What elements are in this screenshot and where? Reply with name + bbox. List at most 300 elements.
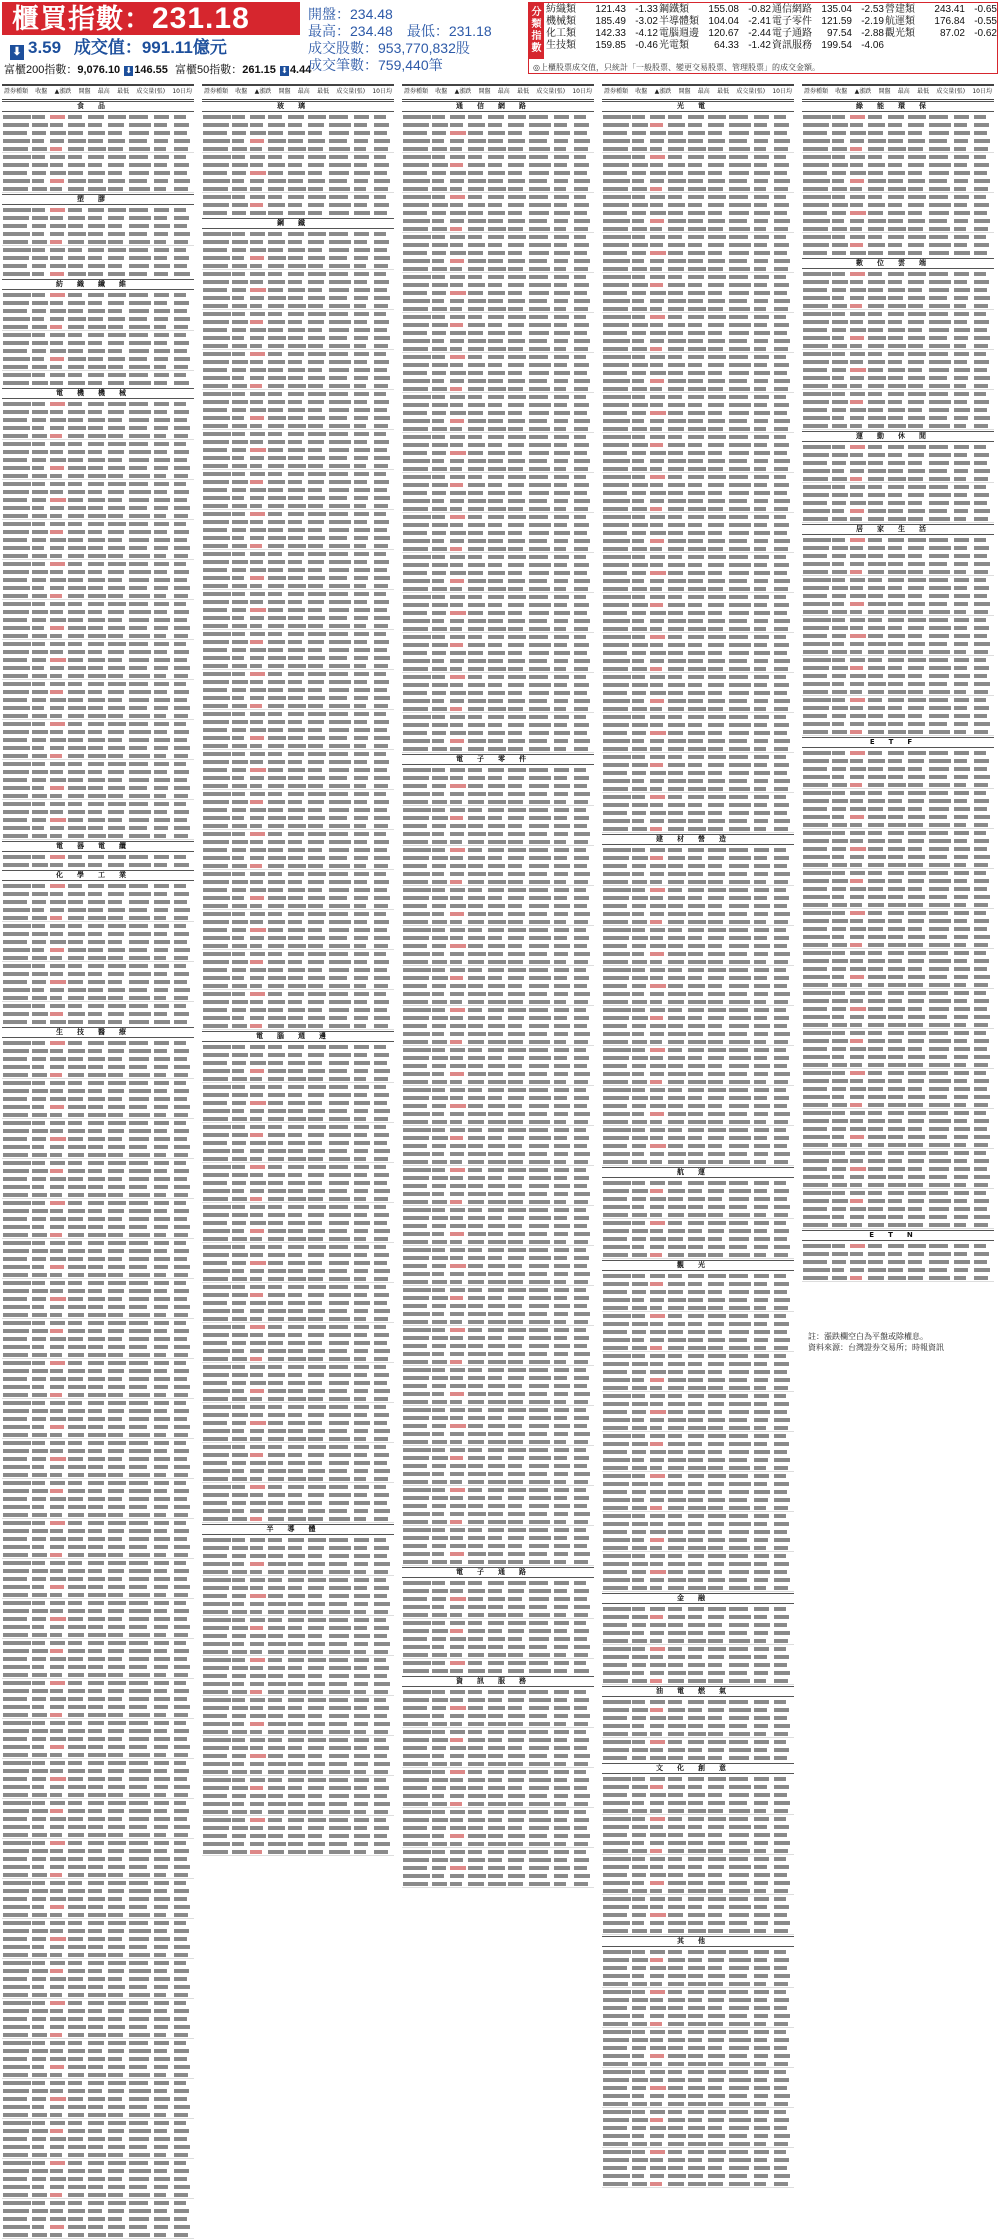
- stock-cell: [129, 1857, 149, 1861]
- stock-cell: [203, 1237, 228, 1241]
- stock-cell: [32, 570, 48, 574]
- category-cell: [885, 16, 998, 28]
- row-divider: [202, 390, 394, 391]
- stock-cell: [129, 1729, 151, 1733]
- stock-cell: [308, 1698, 326, 1702]
- stock-cell: [68, 682, 82, 686]
- column-header: [202, 84, 394, 100]
- stock-cell: [288, 992, 304, 996]
- stock-cell: [68, 802, 82, 806]
- stock-cell: [232, 1149, 244, 1153]
- stock-row: [2, 594, 194, 600]
- stock-cell: [329, 1325, 348, 1329]
- stock-cell: [329, 1405, 348, 1409]
- stock-cell: [288, 600, 302, 604]
- stock-cell: [32, 1737, 46, 1741]
- stock-cell: [129, 634, 150, 638]
- stock-cell: [68, 1153, 84, 1157]
- stock-cell: [232, 328, 246, 332]
- stock-cell: [50, 1257, 66, 1261]
- stock-cell: [108, 810, 124, 814]
- stock-cell: [174, 2033, 188, 2037]
- stock-cell: [203, 328, 227, 332]
- stock-cell: [68, 1497, 83, 1501]
- stock-cell: [203, 696, 230, 700]
- stock-cell: [354, 696, 368, 700]
- stock-cell: [68, 2217, 83, 2221]
- stock-cell: [329, 968, 349, 972]
- stock-row: [3, 2009, 189, 2013]
- stock-row: [203, 640, 389, 644]
- stock-row: [3, 2185, 190, 2189]
- stock-cell: [329, 1786, 351, 1790]
- stock-cell: [154, 1129, 167, 1133]
- stock-cell: [232, 800, 248, 804]
- stock-cell: [174, 466, 190, 470]
- stock-cell: [88, 522, 104, 526]
- stock-cell: [108, 1561, 126, 1565]
- stock-cell: [154, 333, 169, 337]
- row-divider: [402, 153, 594, 154]
- category-value: 120.67: [703, 28, 739, 40]
- stock-cell: [354, 952, 369, 956]
- stock-cell: [154, 514, 166, 518]
- sub-index-2-change: 4.44: [290, 64, 311, 76]
- stock-cell: [32, 1777, 46, 1781]
- stock-cell: [154, 1121, 169, 1125]
- stock-cell: [32, 2233, 47, 2237]
- stock-cell: [308, 728, 322, 732]
- row-divider: [202, 950, 394, 951]
- stock-cell: [308, 592, 326, 596]
- down-arrow-icon: ⬇: [124, 66, 133, 76]
- stock-cell: [108, 1577, 122, 1581]
- stock-row: [3, 2017, 187, 2021]
- stock-cell: [174, 1529, 189, 1533]
- stock-cell: [288, 1802, 303, 1806]
- stock-row: [202, 147, 394, 153]
- stock-cell: [174, 1353, 188, 1357]
- stock-row: [3, 826, 190, 830]
- stock-cell: [232, 624, 247, 628]
- stock-cell: [129, 1697, 149, 1701]
- stock-cell: [308, 1634, 322, 1638]
- stock-row: [2, 1433, 194, 1439]
- stock-cell: [88, 1921, 104, 1925]
- stock-cell: [203, 1349, 230, 1353]
- stock-cell: [68, 1433, 84, 1437]
- stock-cell: [250, 544, 262, 548]
- stock-cell: [354, 1008, 370, 1012]
- stock-cell: [288, 1069, 303, 1073]
- stock-cell: [288, 1405, 304, 1409]
- stock-cell: [288, 1341, 305, 1345]
- stock-cell: [108, 1953, 123, 1957]
- stock-cell: [354, 344, 366, 348]
- stock-cell: [354, 304, 366, 308]
- stock-cell: [268, 592, 282, 596]
- stock-cell: [268, 1389, 286, 1393]
- stock-cell: [68, 1057, 83, 1061]
- stock-cell: [108, 2073, 123, 2077]
- stock-cell: [268, 1101, 283, 1105]
- stock-cell: [232, 592, 245, 596]
- stock-cell: [88, 1761, 104, 1765]
- stock-rows-block: [202, 1536, 394, 1856]
- stock-cell: [68, 1377, 83, 1381]
- stock-cell: [108, 1665, 125, 1669]
- stock-cell: [50, 1737, 66, 1741]
- stock-cell: [129, 1089, 151, 1093]
- stock-row: [202, 504, 394, 510]
- stock-cell: [108, 1721, 126, 1725]
- stock-row: [3, 1657, 187, 1661]
- column-header-ma: 10日均: [572, 89, 592, 96]
- stock-cell: [354, 888, 370, 892]
- stock-cell: [354, 560, 367, 564]
- stock-cell: [129, 786, 147, 790]
- stock-cell: [488, 115, 504, 119]
- stock-cell: [108, 1337, 122, 1341]
- stock-cell: [88, 1905, 103, 1909]
- stock-row: [3, 810, 189, 814]
- stock-cell: [308, 816, 325, 820]
- stock-cell: [68, 996, 84, 1000]
- stock-cell: [250, 1690, 262, 1694]
- stock-cell: [108, 1889, 124, 1893]
- stock-cell: [288, 320, 302, 324]
- stock-cell: [154, 1625, 168, 1629]
- stock-cell: [268, 1658, 282, 1662]
- stock-cell: [50, 1457, 66, 1461]
- stock-cell: [232, 848, 246, 852]
- stock-cell: [354, 432, 369, 436]
- stock-cell: [50, 2121, 65, 2125]
- stock-cell: [68, 1289, 85, 1293]
- stock-row: [3, 163, 189, 167]
- turnover-value: 991.11億元: [142, 38, 227, 57]
- stock-cell: [3, 2137, 27, 2141]
- stock-cell: [308, 744, 323, 748]
- stock-cell: [374, 1786, 389, 1790]
- stock-cell: [554, 155, 569, 159]
- stock-cell: [50, 1649, 63, 1653]
- stock-cell: [3, 1105, 30, 1109]
- stock-cell: [32, 2049, 48, 2053]
- stock-row: [3, 1721, 186, 1725]
- stock-cell: [354, 664, 366, 668]
- stock-cell: [329, 1818, 348, 1822]
- stock-cell: [288, 171, 305, 175]
- stock-cell: [154, 2057, 170, 2061]
- stock-cell: [108, 1753, 123, 1757]
- stock-cell: [250, 1069, 264, 1073]
- stock-cell: [450, 139, 464, 143]
- stock-cell: [50, 1497, 66, 1501]
- stock-row: [203, 600, 389, 604]
- stock-cell: [232, 568, 246, 572]
- stock-cell: [288, 1658, 304, 1662]
- stock-cell: [203, 544, 228, 548]
- stock-cell: [108, 634, 123, 638]
- stock-cell: [174, 163, 189, 167]
- stock-cell: [108, 458, 122, 462]
- stock-cell: [268, 1754, 283, 1758]
- stock-cell: [268, 155, 282, 159]
- stock-cell: [108, 1481, 126, 1485]
- stock-cell: [50, 658, 66, 662]
- stock-cell: [203, 512, 231, 516]
- stock-cell: [488, 123, 502, 127]
- stock-cell: [374, 1397, 388, 1401]
- stock-cell: [308, 1117, 323, 1121]
- stock-cell: [129, 458, 149, 462]
- stock-cell: [288, 1714, 305, 1718]
- stock-cell: [374, 808, 387, 812]
- stock-cell: [3, 1361, 31, 1365]
- stock-cell: [154, 924, 169, 928]
- stock-cell: [288, 760, 302, 764]
- stock-cell: [154, 1089, 167, 1093]
- stock-cell: [250, 272, 265, 276]
- stock-cell: [232, 440, 248, 444]
- stock-cell: [32, 373, 45, 377]
- stock-cell: [250, 592, 265, 596]
- stock-cell: [154, 2233, 166, 2237]
- stock-cell: [3, 1817, 27, 1821]
- stock-cell: [88, 309, 105, 313]
- stock-cell: [268, 832, 282, 836]
- stock-cell: [203, 408, 227, 412]
- stock-row: [3, 1641, 186, 1645]
- stock-cell: [174, 1089, 189, 1093]
- column-header-volume: 成交量(張): [136, 89, 165, 96]
- stock-cell: [108, 770, 124, 774]
- stock-cell: [288, 432, 304, 436]
- stock-cell: [108, 216, 124, 220]
- section-title: 鋼鐵: [202, 218, 394, 229]
- stock-cell: [329, 256, 347, 260]
- stock-cell: [203, 400, 229, 404]
- stock-cell: [354, 1650, 366, 1654]
- stock-cell: [203, 1642, 230, 1646]
- column-header: [402, 84, 594, 100]
- stock-cell: [232, 824, 247, 828]
- stock-cell: [68, 1521, 82, 1525]
- stock-cell: [329, 155, 348, 159]
- stock-row: [203, 696, 390, 700]
- stock-cell: [88, 2201, 104, 2205]
- stock-cell: [3, 762, 31, 766]
- stock-cell: [108, 1881, 126, 1885]
- stock-cell: [88, 810, 102, 814]
- stock-cell: [308, 952, 326, 956]
- stock-cell: [88, 1865, 103, 1869]
- stock-cell: [50, 333, 65, 337]
- stock-cell: [32, 1641, 45, 1645]
- stock-cell: [68, 610, 85, 614]
- stock-cell: [108, 884, 126, 888]
- stock-row: [2, 1593, 194, 1599]
- stock-row: [3, 2217, 187, 2221]
- stock-cell: [129, 2113, 150, 2117]
- stock-cell: [329, 984, 350, 988]
- stock-row: [3, 1105, 190, 1109]
- stock-cell: [68, 1745, 86, 1749]
- stock-cell: [174, 1857, 187, 1861]
- stock-row: [203, 920, 389, 924]
- stock-cell: [129, 1913, 150, 1917]
- stock-row: [202, 1570, 394, 1576]
- row-divider: [202, 1656, 394, 1657]
- stock-cell: [154, 1449, 167, 1453]
- stock-cell: [174, 2185, 190, 2189]
- stock-cell: [50, 1465, 64, 1469]
- stock-cell: [354, 592, 369, 596]
- stock-cell: [32, 1521, 45, 1525]
- stock-row: [3, 562, 186, 566]
- stock-cell: [3, 1041, 31, 1045]
- stock-cell: [154, 1569, 167, 1573]
- stock-cell: [308, 1826, 324, 1830]
- stock-row: [203, 1373, 389, 1377]
- stock-cell: [129, 357, 147, 361]
- stock-cell: [354, 1429, 368, 1433]
- stock-cell: [203, 296, 230, 300]
- stock-cell: [68, 224, 83, 228]
- stock-cell: [203, 195, 231, 199]
- stock-cell: [88, 1681, 104, 1685]
- stock-cell: [329, 1125, 348, 1129]
- stock-cell: [354, 1469, 368, 1473]
- stock-row: [2, 187, 194, 193]
- stock-cell: [108, 1905, 125, 1909]
- stock-cell: [108, 2161, 126, 2165]
- stock-cell: [129, 1849, 151, 1853]
- stock-cell: [129, 490, 151, 494]
- stock-cell: [3, 706, 30, 710]
- row-divider: [2, 1839, 194, 1840]
- stock-cell: [250, 632, 265, 636]
- stock-cell: [374, 1373, 389, 1377]
- stock-cell: [50, 147, 62, 151]
- stock-cell: [88, 1649, 102, 1653]
- category-index-box: [528, 2, 998, 74]
- stock-cell: [250, 816, 264, 820]
- stock-cell: [50, 1537, 66, 1541]
- stock-cell: [50, 1945, 64, 1949]
- stock-cell: [203, 1405, 231, 1409]
- stock-cell: [329, 464, 350, 468]
- stock-cell: [329, 1469, 347, 1473]
- stock-row: [3, 818, 187, 822]
- stock-cell: [108, 2137, 122, 2141]
- stock-cell: [108, 1769, 124, 1773]
- stock-cell: [3, 474, 28, 478]
- stock-cell: [154, 2161, 169, 2165]
- stock-row: [202, 384, 394, 390]
- stock-cell: [32, 123, 48, 127]
- stock-cell: [129, 2041, 148, 2045]
- stock-cell: [88, 2209, 102, 2213]
- stock-cell: [174, 1801, 186, 1805]
- stock-cell: [288, 1493, 302, 1497]
- stock-cell: [329, 1000, 351, 1004]
- stock-cell: [268, 952, 282, 956]
- stock-row: [203, 1061, 387, 1065]
- stock-cell: [3, 1329, 29, 1333]
- stock-row: [3, 682, 186, 686]
- stock-row: [203, 1469, 390, 1473]
- stock-row: [203, 1826, 389, 1830]
- row-divider: [202, 270, 394, 271]
- stock-cell: [154, 1921, 169, 1925]
- stock-cell: [174, 1673, 188, 1677]
- stock-row: [2, 1313, 194, 1319]
- stock-cell: [288, 496, 303, 500]
- stock-row: [3, 373, 186, 377]
- stock-cell: [3, 1137, 27, 1141]
- stock-cell: [3, 1969, 29, 1973]
- stock-cell: [203, 416, 230, 420]
- stock-cell: [68, 1417, 83, 1421]
- stock-cell: [129, 2017, 149, 2021]
- stock-cell: [203, 952, 231, 956]
- stock-cell: [203, 248, 227, 252]
- stock-cell: [88, 1889, 102, 1893]
- stock-cell: [354, 1061, 370, 1065]
- stock-cell: [32, 908, 44, 912]
- stock-cell: [268, 576, 286, 580]
- stock-cell: [68, 2025, 86, 2029]
- stock-cell: [232, 1189, 244, 1193]
- stock-cell: [308, 1674, 322, 1678]
- stock-cell: [354, 688, 370, 692]
- stock-cell: [108, 506, 125, 510]
- stock-cell: [288, 115, 304, 119]
- stock-cell: [232, 952, 245, 956]
- stock-cell: [32, 1905, 44, 1909]
- stock-cell: [250, 1285, 265, 1289]
- stock-cell: [203, 1245, 231, 1249]
- stock-cell: [129, 1793, 150, 1797]
- stock-cell: [250, 368, 266, 372]
- stock-cell: [174, 778, 187, 782]
- stock-cell: [308, 1181, 322, 1185]
- stock-cell: [232, 1754, 246, 1758]
- stock-cell: [329, 1770, 350, 1774]
- stock-cell: [374, 171, 387, 175]
- stock-cell: [329, 1562, 347, 1566]
- stock-cell: [250, 1477, 262, 1481]
- row-divider: [2, 1159, 194, 1160]
- stock-row: [203, 288, 387, 292]
- stock-cell: [50, 996, 62, 1000]
- stock-cell: [232, 1722, 244, 1726]
- stock-cell: [250, 195, 265, 199]
- stock-cell: [354, 1698, 369, 1702]
- stock-row: [3, 2001, 186, 2005]
- stock-cell: [288, 664, 306, 668]
- stock-cell: [68, 1833, 84, 1837]
- stock-cell: [50, 1969, 63, 1973]
- stock-cell: [329, 1602, 347, 1606]
- stock-cell: [32, 1945, 44, 1949]
- stock-cell: [374, 1277, 388, 1281]
- stock-cell: [250, 584, 262, 588]
- stock-cell: [32, 1793, 47, 1797]
- stock-cell: [108, 131, 122, 135]
